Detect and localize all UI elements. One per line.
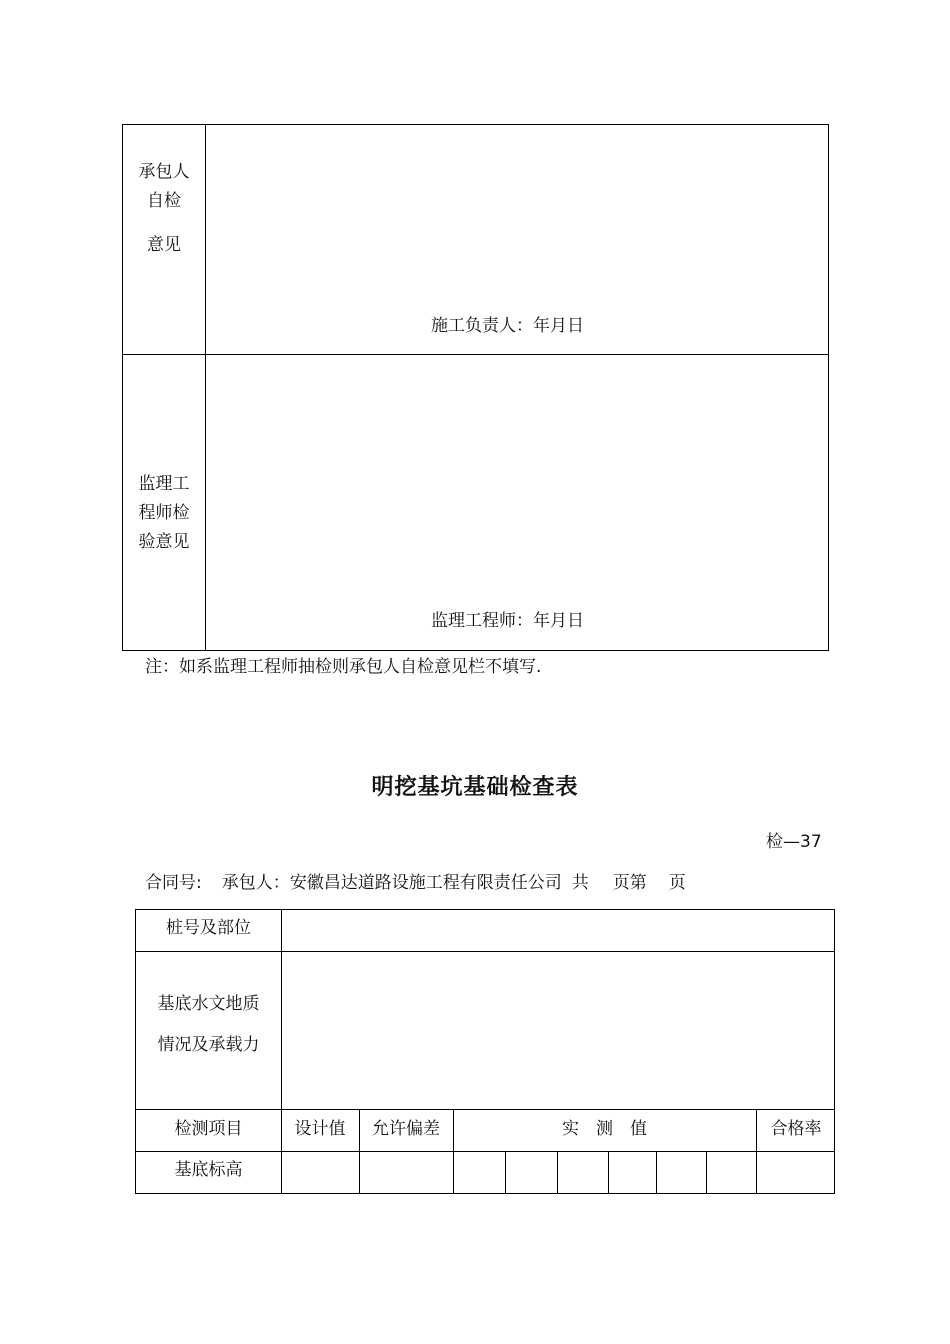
page-suffix: 页 — [668, 873, 686, 893]
header-design-value: 设计值 — [294, 1119, 346, 1139]
header-tolerance: 允许偏差 — [372, 1119, 440, 1139]
total-pages-label: 共 — [571, 873, 589, 893]
document-title: 明挖基坑基础检查表 — [371, 775, 579, 800]
row-foundation-elevation: 基底标高 — [174, 1160, 243, 1180]
inspection-opinion-table — [122, 124, 829, 651]
column-divider — [557, 1151, 558, 1193]
header-pass-rate: 合格率 — [770, 1119, 822, 1139]
column-divider — [505, 1151, 506, 1193]
supervisor-label-line-3: 验意见 — [138, 532, 190, 552]
column-divider — [706, 1151, 707, 1193]
supervisor-label-line-1: 监理工 — [138, 474, 190, 494]
geology-label-line-1: 基底水文地质 — [157, 994, 260, 1014]
supervisor-label-line-2: 程师检 — [138, 503, 190, 523]
document-meta — [145, 868, 686, 893]
contractor-label: 承包人： — [221, 873, 290, 893]
row-divider — [136, 951, 834, 952]
contract-no-label: 合同号: — [145, 873, 202, 893]
foundation-check-table — [135, 909, 835, 1194]
row-divider — [136, 1109, 834, 1110]
row-divider — [136, 1151, 834, 1152]
column-divider — [281, 910, 282, 1193]
column-divider — [205, 125, 206, 650]
row-divider — [123, 354, 828, 355]
supervisor-signature: 监理工程师：年月日 — [431, 611, 584, 631]
header-measured-values: 实 测 值 — [562, 1119, 647, 1139]
geology-label-line-2: 情况及承载力 — [157, 1035, 260, 1055]
page-number-label: 页第 — [612, 873, 647, 893]
construction-lead-signature: 施工负责人：年月日 — [431, 316, 584, 336]
contractor-label-line-3: 意见 — [147, 235, 181, 255]
form-code: 检—37 — [766, 832, 822, 852]
column-divider — [656, 1151, 657, 1193]
form-note: 注：如系监理工程师抽检则承包人自检意见栏不填写. — [145, 657, 542, 677]
contractor-label-line-1: 承包人 — [138, 162, 190, 182]
pile-location-label: 桩号及部位 — [166, 918, 251, 938]
contractor-name: 安徽昌达道路设施工程有限责任公司 — [289, 873, 562, 893]
column-divider — [608, 1151, 609, 1193]
header-inspection-item: 检测项目 — [174, 1119, 243, 1139]
contractor-label-line-2: 自检 — [147, 191, 181, 211]
